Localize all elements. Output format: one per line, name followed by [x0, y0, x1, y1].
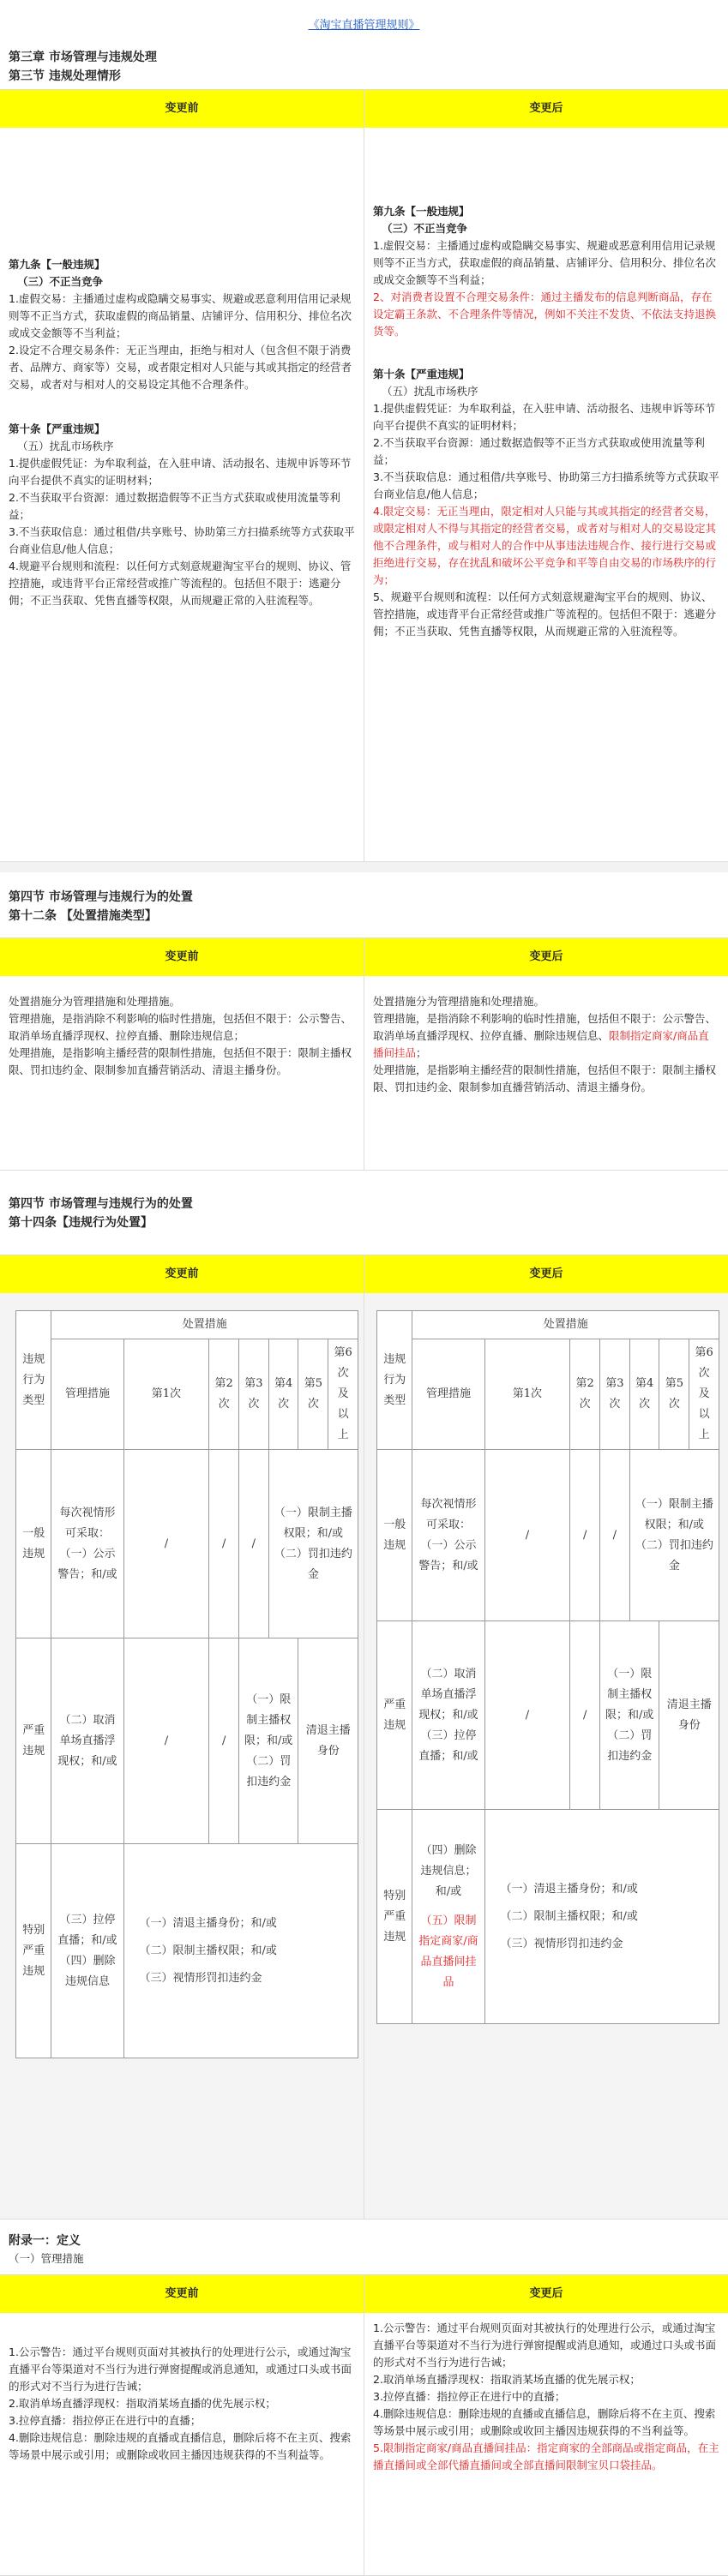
general-penalty: （一）限制主播权限；和/或（二）罚扣违约金	[629, 1450, 719, 1621]
para-text-end: ；	[416, 1046, 427, 1059]
article-10-item-3: 3.不当获取信息：通过租借/共享账号、协助第三方扫描系统等方式获取平台商业信息/他人信息；	[373, 470, 719, 500]
cell-slash: /	[484, 1450, 570, 1621]
def-3: 3.拉停直播：指拉停正在进行中的直播；	[9, 2414, 202, 2427]
special-penalty	[123, 1844, 358, 2058]
def-1: 1.公示警告：通过平台规则页面对其被执行的处理进行公示，或通过淘宝直播平台等渠道对不当行为进行弹窗提醒或消息通知，或通过口头或书面的形式对不当行为进行告诫；	[9, 2345, 352, 2393]
section-title: 第四节 市场管理与违规行为的处置	[9, 890, 193, 904]
serious-mgmt: （二）取消单场直播浮现权；和/或	[51, 1638, 123, 1844]
before-content	[0, 976, 364, 1170]
compare-table-article-14	[0, 1255, 728, 2220]
appendix-title: 附录一：定义	[9, 2234, 81, 2248]
type-header: 违规行为类型	[16, 1311, 51, 1450]
general-penalty: （一）限制主播权限；和/或（二）罚扣违约金	[268, 1450, 358, 1638]
penalty-table-before	[15, 1310, 358, 2058]
cell-slash: /	[123, 1638, 209, 1844]
after-column	[364, 1255, 728, 2219]
after-header: 变更后	[364, 2275, 728, 2313]
serious-penalty: （一）限制主播权限；和/或（二）罚扣违约金	[239, 1638, 298, 1844]
before-header: 变更前	[0, 2275, 364, 2313]
times-4: 第4次	[629, 1339, 659, 1450]
before-content	[0, 128, 364, 861]
document-link-title	[0, 0, 728, 36]
mgmt-header: 管理措施	[412, 1339, 484, 1450]
times-1: 第1次	[123, 1339, 209, 1450]
row-special: 特别严重违规	[16, 1844, 51, 2058]
special-penalty	[484, 1810, 719, 2024]
para-text-changed: 限制指定商家/商品直播间挂品	[373, 1029, 709, 1059]
serious-clear: 清退主播身份	[298, 1638, 358, 1844]
article-9-item-1: 1.虚假交易：主播通过虚构或隐瞒交易事实、规避或恶意利用信用记录规则等不正当方式，获取虚假的商品销量、店铺评分、信用积分、排位名次或成交金额等不当利益；	[9, 292, 352, 339]
def-4: 4.删除违规信息：删除违规的直播或直播信息，删除后将不在主页、搜索等场景中展示或引用；或删除或收回主播因违规获得的不当利益等。	[373, 2407, 716, 2437]
article-10-subtitle: （五）扰乱市场秩序	[17, 440, 114, 452]
article-10-item-5: 5、规避平台规则和流程：以任何方式刻意规避淘宝平台的规则、协议、管控措施，或违背平台正常经营或推广等流程的。包括但不限于：逃避分佣；不正当获取、凭售直播等权限，从而规避正常的入驻流程等。	[373, 590, 717, 638]
article-10-item-2: 2.不当获取平台资源：通过数据造假等不正当方式获取或使用流量等利益；	[373, 436, 705, 466]
special-line-3: （三）视情形罚扣违约金	[139, 1971, 262, 1985]
after-column	[364, 2275, 728, 2575]
special-line-1: （一）清退主播身份；和/或	[139, 1916, 277, 1930]
section-4b-heading	[0, 1171, 728, 1232]
after-content	[364, 128, 728, 861]
after-table-wrap	[364, 1293, 728, 2219]
cell-slash: /	[123, 1450, 209, 1638]
appendix-heading	[0, 2220, 728, 2250]
article-10-item-2: 2.不当获取平台资源：通过数据造假等不正当方式获取或使用流量等利益；	[9, 491, 340, 521]
cell-slash: /	[600, 1450, 630, 1621]
special-mgmt-a: （四）删除违规信息；和/或	[420, 1843, 477, 1898]
def-3: 3.拉停直播：指拉停正在进行中的直播；	[373, 2390, 566, 2403]
cell-slash: /	[209, 1450, 239, 1638]
section-title: 第三节 违规处理情形	[9, 69, 121, 83]
article-10-subtitle: （五）扰乱市场秩序	[382, 385, 478, 398]
times-6: 第6次及以上	[689, 1339, 719, 1450]
article-title: 第十四条【违规行为处置】	[9, 1216, 153, 1230]
article-10-title: 第十条【严重违规】	[373, 368, 470, 380]
times-2: 第2次	[570, 1339, 600, 1450]
article-9-subtitle: （三）不正当竞争	[17, 275, 104, 288]
compare-table-articles-9-10	[0, 89, 728, 862]
def-1: 1.公示警告：通过平台规则页面对其被执行的处理进行公示，或通过淘宝直播平台等渠道对不当行为进行弹窗提醒或消息通知，或通过口头或书面的形式对不当行为进行告诫；	[373, 2321, 717, 2369]
article-10-item-3: 3.不当获取信息：通过租借/共享账号、协助第三方扫描系统等方式获取平台商业信息/他人信息；	[9, 525, 355, 555]
chapter-title: 第三章 市场管理与违规处理	[9, 51, 157, 64]
cell-slash: /	[484, 1621, 570, 1810]
row-serious: 严重违规	[377, 1621, 412, 1810]
before-column	[0, 2275, 364, 2575]
para-text: 管理措施，是指消除不利影响的临时性措施，包括但不限于：公示警告、取消单场直播浮现权、拉停直播、删除违规信息、	[373, 1012, 717, 1042]
def-2: 2.取消单场直播浮现权：指取消某场直播的优先展示权；	[9, 2397, 276, 2410]
special-line-1: （一）清退主播身份；和/或	[500, 1882, 638, 1896]
article-9-item-1: 1.虚假交易：主播通过虚构或隐瞒交易事实、规避或恶意利用信用记录规则等不正当方式，获取虚假的商品销量、店铺评分、信用积分、排位名次或成交金额等不当利益；	[373, 239, 717, 286]
special-line-2: （二）限制主播权限；和/或	[139, 1944, 277, 1957]
article-title: 第十二条 【处置措施类型】	[9, 909, 157, 923]
article-10-item-1: 1.提供虚假凭证：为牟取利益，在入驻申请、活动报名、违规申诉等环节向平台提供不真实的证明材料；	[373, 402, 716, 432]
before-header: 变更前	[0, 938, 364, 976]
general-mgmt: 每次视情形可采取：（一）公示警告；和/或	[51, 1450, 123, 1638]
section-4a-heading	[0, 872, 728, 926]
after-header: 变更后	[364, 1255, 728, 1293]
article-10-item-4-changed: 4.限定交易：无正当理由，限定相对人只能与其或其指定的经营者交易，或限定相对人不得与其指定的经营者交易，或者对与相对人的交易设定其他不合理条件，或与相对人的合作中从事违法违规合作、接行进行交易或拒绝进行交易，存在扰乱和破坏公平竞争和平等自由交易的市场秩序的行为；	[373, 505, 717, 586]
special-line-3: （三）视情形罚扣违约金	[500, 1937, 623, 1950]
before-column	[0, 90, 364, 861]
times-6: 第6次及以上	[328, 1339, 358, 1450]
article-10-title: 第十条【严重违规】	[9, 422, 105, 435]
article-9-title: 第九条【一般违规】	[373, 205, 470, 218]
times-5: 第5次	[659, 1339, 689, 1450]
article-12-para-3: 处理措施，是指影响主播经营的限制性措施，包括但不限于：限制主播权限、罚扣违约金、限制参加直播营销活动、清退主播身份。	[373, 1063, 717, 1093]
measure-header: 处置措施	[51, 1311, 358, 1339]
article-10-item-1: 1.提供虚假凭证：为牟取利益，在入驻申请、活动报名、违规申诉等环节向平台提供不真实的证明材料；	[9, 457, 352, 487]
special-mgmt: （三）拉停直播；和/或（四）删除违规信息	[51, 1844, 123, 2058]
article-9-title: 第九条【一般违规】	[9, 258, 105, 271]
serious-mgmt: （二）取消单场直播浮现权；和/或（三）拉停直播；和/或	[412, 1621, 484, 1810]
rule-link[interactable]: 《淘宝直播管理规则》	[308, 19, 420, 32]
cell-slash: /	[239, 1450, 269, 1638]
article-12-para-2	[373, 1010, 719, 1062]
article-12-para-1: 处置措施分为管理措施和处理措施。	[373, 995, 545, 1008]
def-5-changed: 5.限制指定商家/商品直播间挂品：指定商家的全部商品或指定商品，在主播直播间或全部代播直播间或全部直播间限制宝贝口袋挂品。	[373, 2441, 719, 2471]
before-header: 变更前	[0, 90, 364, 128]
mgmt-header: 管理措施	[51, 1339, 123, 1450]
row-special: 特别严重违规	[377, 1810, 412, 2024]
article-9-subtitle: （三）不正当竞争	[382, 222, 468, 235]
chapter-heading	[0, 36, 728, 86]
row-general: 一般违规	[377, 1450, 412, 1621]
article-12-para-3: 处理措施，是指影响主播经营的限制性措施，包括但不限于：限制主播权限、罚扣违约金、限制参加直播营销活动、清退主播身份。	[9, 1046, 352, 1076]
after-column	[364, 90, 728, 861]
after-header: 变更后	[364, 90, 728, 128]
times-3: 第3次	[239, 1339, 269, 1450]
cell-slash: /	[209, 1638, 239, 1844]
times-4: 第4次	[268, 1339, 298, 1450]
serious-clear: 清退主播身份	[659, 1621, 719, 1810]
before-content	[0, 2313, 364, 2575]
def-2: 2.取消单场直播浮现权：指取消某场直播的优先展示权；	[373, 2373, 641, 2386]
before-column	[0, 1255, 364, 2219]
after-header: 变更后	[364, 938, 728, 976]
cell-slash: /	[570, 1450, 600, 1621]
times-5: 第5次	[298, 1339, 328, 1450]
article-12-para-1: 处置措施分为管理措施和处理措施。	[9, 995, 181, 1008]
after-content	[364, 976, 728, 1170]
before-header: 变更前	[0, 1255, 364, 1293]
before-column	[0, 938, 364, 1170]
before-table-wrap	[0, 1293, 364, 2219]
compare-table-article-12	[0, 938, 728, 1171]
row-serious: 严重违规	[16, 1638, 51, 1844]
article-12-para-2: 管理措施，是指消除不利影响的临时性措施，包括但不限于：公示警告、取消单场直播浮现权、拉停直播、删除违规信息；	[9, 1012, 352, 1042]
appendix-subtitle: （一）管理措施	[9, 2252, 84, 2265]
special-line-2: （二）限制主播权限；和/或	[500, 1909, 638, 1923]
def-4: 4.删除违规信息：删除违规的直播或直播信息，删除后将不在主页、搜索等场景中展示或引用；或删除或收回主播因违规获得的不当利益等。	[9, 2431, 352, 2461]
measure-header: 处置措施	[412, 1311, 719, 1339]
article-9-item-2: 2.设定不合理交易条件：无正当理由，拒绝与相对人（包含但不限于消费者、品牌方、商家等）交易，或者限定相对人只能与其或其指定的经营者交易，或者对与相对人的交易设定其他不合理条件。	[9, 344, 352, 391]
times-3: 第3次	[600, 1339, 630, 1450]
article-10-item-4: 4.规避平台规则和流程：以任何方式刻意规避淘宝平台的规则、协议、管控措施，或违背平台正常经营或推广等流程的。包括但不限于：逃避分佣；不正当获取、凭售直播等权限，从而规避正常的入驻流程等。	[9, 560, 352, 607]
special-mgmt	[412, 1810, 484, 2024]
cell-slash: /	[570, 1621, 600, 1810]
section-title: 第四节 市场管理与违规行为的处置	[9, 1197, 193, 1211]
times-1: 第1次	[484, 1339, 570, 1450]
compare-table-definitions	[0, 2274, 728, 2576]
row-general: 一般违规	[16, 1450, 51, 1638]
article-9-item-2-changed: 2、对消费者设置不合理交易条件：通过主播发布的信息判断商品，存在设定霸王条款、不合理条件等情况，例如不关注不发货、不依法支持退换货等。	[373, 291, 717, 338]
divider	[0, 862, 728, 872]
times-2: 第2次	[209, 1339, 239, 1450]
penalty-table-after	[376, 1310, 719, 2024]
general-mgmt: 每次视情形可采取：（一）公示警告；和/或	[412, 1450, 484, 1621]
special-mgmt-b-changed: （五）限制指定商家/商品直播间挂品	[418, 1914, 478, 1989]
serious-penalty: （一）限制主播权限；和/或（二）罚扣违约金	[600, 1621, 659, 1810]
after-column	[364, 938, 728, 1170]
type-header: 违规行为类型	[377, 1311, 412, 1450]
after-content	[364, 2313, 728, 2575]
